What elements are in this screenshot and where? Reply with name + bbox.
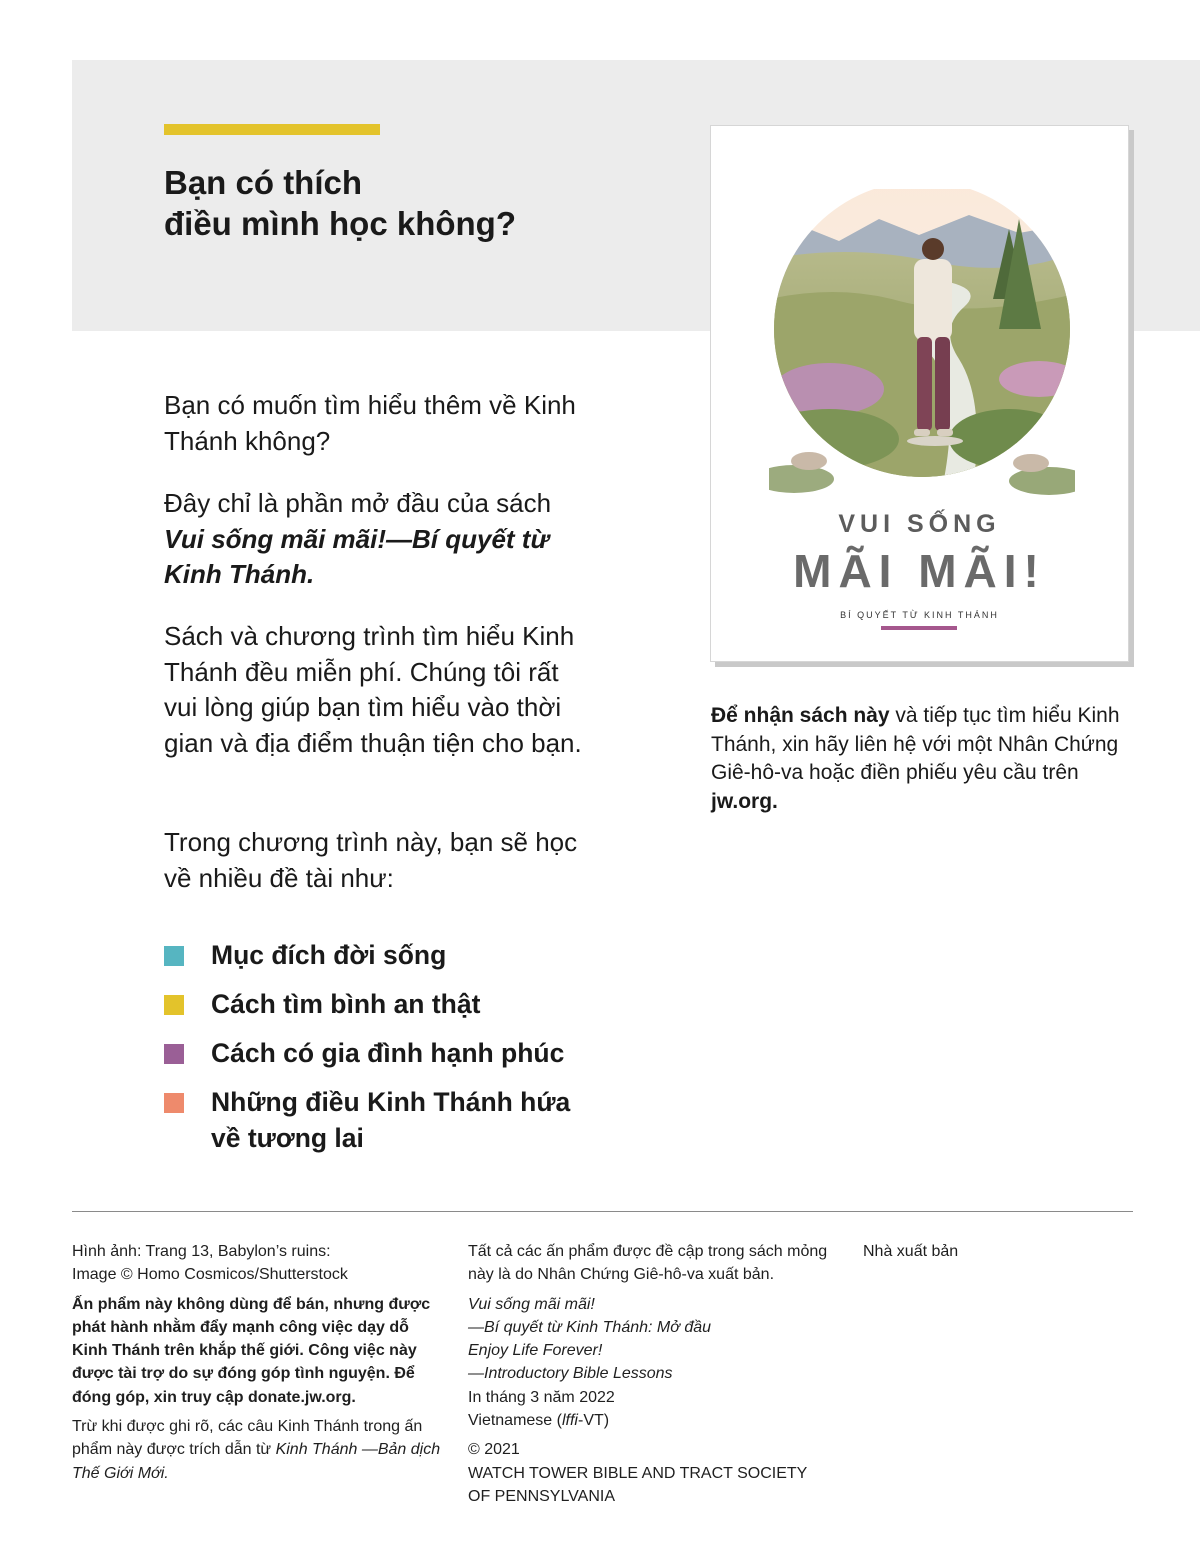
topic-item	[164, 937, 584, 973]
intro-paragraph-3: Sách và chương trình tìm hiểu Kinh Thánh đều miễn phí. Chúng tôi rất vui lòng giúp bạn tìm hiểu vào thời gian và địa điểm thuận tiện cho bạn.	[164, 621, 582, 758]
topic-item	[164, 1084, 584, 1156]
language-code-suffix: -VT)	[577, 1412, 610, 1430]
footer-divider	[72, 1211, 1133, 1212]
contact-lead: Để nhận sách này	[711, 704, 890, 727]
copyright-year: © 2021	[468, 1441, 520, 1459]
topic-label: Cách có gia đình hạnh phúc	[211, 1038, 565, 1068]
footer-column-2	[468, 1240, 838, 1508]
image-credit-line-1: Hình ảnh: Trang 13, Babylon’s ruins:	[72, 1243, 331, 1260]
cover-title-line-1: VUI SỐNG	[838, 510, 1001, 538]
copyright-holder-2: OF PENNSYLVANIA	[468, 1487, 615, 1505]
language-code-line	[468, 1409, 838, 1432]
topic-bullet-square	[164, 946, 184, 966]
cover-subtitle: BÍ QUYẾT TỪ KINH THÁNH	[840, 610, 999, 620]
title-line-1: Bạn có thích	[164, 164, 363, 201]
topic-item	[164, 1035, 584, 1071]
topic-item	[164, 986, 584, 1022]
contact-text: và tiếp tục tìm hiểu Kinh Thánh, xin hãy liên hệ với một Nhân Chứng Giê-hô-va hoặc điền phiếu yêu cầu trên	[711, 704, 1120, 784]
footer-column-1	[72, 1240, 442, 1491]
footer-column-3	[863, 1240, 1063, 1269]
not-for-sale-notice: Ấn phẩm này không dùng để bán, nhưng được phát hành nhằm đẩy mạnh công việc dạy dỗ Kinh Thánh trên khắp thế giới. Công việc này được tài trợ do sự đóng góp tình nguyện. Để đóng góp, xin truy cập donate.jw.org.	[72, 1295, 431, 1406]
publication-titles	[468, 1293, 838, 1409]
intro-paragraph-2	[164, 486, 594, 593]
image-credit-line-2: Image © Homo Cosmicos/Shutterstock	[72, 1266, 348, 1284]
cover-illustration	[769, 189, 1075, 541]
book-title-inline: Vui sống mãi mãi!—Bí quyết từ Kinh Thánh.	[164, 523, 550, 589]
intro-paragraph-1: Bạn có muốn tìm hiểu thêm về Kinh Thánh không?	[164, 390, 576, 456]
print-date: In tháng 3 năm 2022	[468, 1388, 615, 1406]
book-cover	[710, 125, 1129, 662]
topic-label: Mục đích đời sống	[211, 940, 447, 970]
contact-paragraph	[711, 702, 1131, 816]
copyright	[468, 1438, 838, 1508]
title-line-2: điều mình học không?	[164, 205, 516, 242]
title-vi-line-2: —Bí quyết từ Kinh Thánh: Mở đầu	[468, 1318, 712, 1336]
copyright-holder-1: WATCH TOWER BIBLE AND TRACT SOCIETY	[468, 1464, 808, 1482]
publisher-note: Tất cả các ấn phẩm được đề cập trong sách mỏng này là do Nhân Chứng Giê-hô-va xuất bản.	[468, 1243, 828, 1284]
topic-bullet-square	[164, 1044, 184, 1064]
topic-label: Những điều Kinh Thánh hứa về tương lai	[211, 1087, 571, 1153]
title-en-line-2: —Introductory Bible Lessons	[468, 1365, 673, 1383]
accent-bar	[164, 124, 380, 135]
intro-paragraph-4: Trong chương trình này, bạn sẽ học về nhiều đề tài như:	[164, 827, 578, 893]
jw-org-link[interactable]: jw.org.	[711, 789, 778, 813]
topic-list	[164, 937, 584, 1169]
page-title	[164, 162, 624, 244]
topic-bullet-square	[164, 1093, 184, 1113]
language-name: Vietnamese (	[468, 1412, 562, 1430]
scripture-note	[72, 1415, 442, 1485]
publisher-label: Nhà xuất bản	[863, 1243, 959, 1260]
intro-paragraph-2-text: Đây chỉ là phần mở đầu của sách	[164, 488, 552, 518]
topic-bullet-square	[164, 995, 184, 1015]
language-code: lffi	[561, 1412, 578, 1430]
scripture-note-text: Trừ khi được ghi rõ, các câu Kinh Thánh trong ấn phẩm này được trích dẫn từ	[72, 1418, 423, 1459]
scripture-translation-title: Kinh Thánh —Bản dịch Thế Giới Mới.	[72, 1441, 441, 1482]
cover-title-line-2: MÃI MÃI!	[793, 545, 1046, 597]
topic-label: Cách tìm bình an thật	[211, 989, 481, 1019]
title-en-line-1: Enjoy Life Forever!	[468, 1342, 603, 1360]
title-vi-line-1: Vui sống mãi mãi!	[468, 1295, 595, 1313]
cover-underline	[881, 626, 957, 630]
